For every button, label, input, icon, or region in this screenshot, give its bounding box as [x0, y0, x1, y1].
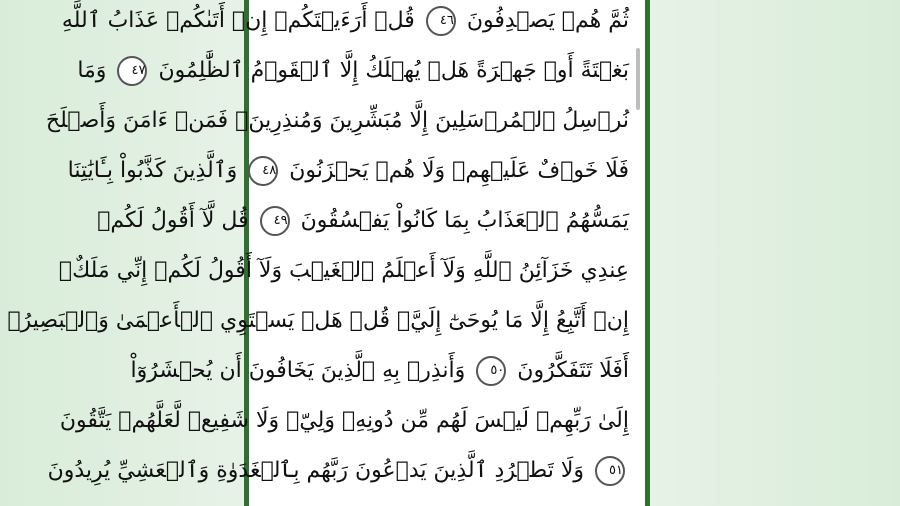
quran-page[interactable]: [7, 0, 650, 506]
verse-text: وَلَا تَطۡرُدِ ٱلَّذِينَ يَدۡعُونَ رَبَّهُم بِٱلۡغَدَوٰةِ وَٱلۡعَشِيِّ يُرِيدُونَ: [47, 458, 584, 483]
verse-text: ثُمَّ هُمۡ يَصۡدِفُونَ: [466, 8, 629, 33]
verse-text: وَمَا: [77, 58, 107, 83]
verse-line-2: [77, 50, 629, 92]
ayah-number-marker: ٥١: [595, 456, 625, 486]
page-text-area: [7, 0, 639, 506]
verse-text: إِنۡ أَتَّبِعُ إِلَّا مَا يُوحَىٰٓ إِلَيَّۚ قُلۡ هَلۡ يَسۡتَوِي ٱلۡأَعۡمَىٰ وَٱلۡبَصِيرُۚ: [7, 308, 629, 333]
scrollbar[interactable]: [636, 48, 640, 110]
verse-line-1: [61, 0, 629, 42]
verse-line-3: [45, 100, 629, 142]
verse-text: نُرۡسِلُ ٱلۡمُرۡسَلِينَ إِلَّا مُبَشِّرِينَ وَمُنذِرِينَۖ فَمَنۡ ءَامَنَ وَأَصۡلَحَ: [45, 108, 629, 133]
verse-text: قُل لَّآ أَقُولُ لَكُمۡ: [97, 208, 249, 233]
verse-text: وَٱلَّذِينَ كَذَّبُواْ بِـَٔايَٰتِنَا: [67, 158, 238, 183]
verse-line-6: [58, 250, 629, 292]
ayah-number-marker: ٥٠: [476, 356, 506, 386]
ayah-number-marker: ٤٧: [117, 56, 147, 86]
verse-line-8: [130, 350, 629, 392]
verse-text: وَأَنذِرۡ بِهِ ٱلَّذِينَ يَخَافُونَ أَن يُحۡشَرُوٓاْ: [130, 358, 466, 383]
ayah-number-marker: ٤٦: [426, 6, 456, 36]
verse-text: قُلۡ أَرَءَيۡتَكُمۡ إِنۡ أَتَىٰكُمۡ عَذَابُ ٱللَّهِ: [61, 8, 415, 33]
ayah-number-marker: ٤٨: [248, 156, 278, 186]
ayah-number-marker: ٤٩: [260, 206, 290, 236]
verse-text: فَلَا خَوۡفٌ عَلَيۡهِمۡ وَلَا هُمۡ يَحۡزَنُونَ: [289, 158, 629, 183]
verse-line-7: [7, 300, 629, 342]
verse-line-5: [97, 200, 629, 242]
verse-line-4: [67, 150, 629, 192]
verse-text: أَفَلَا تَتَفَكَّرُونَ: [517, 358, 629, 383]
verse-text: عِندِي خَزَآئِنُ ٱللَّهِ وَلَآ أَعۡلَمُ ٱلۡغَيۡبَ وَلَآ أَقُولُ لَكُمۡ إِنِّي مَلَكٌۖ: [58, 258, 629, 283]
right-background: [650, 0, 900, 506]
verse-text: إِلَىٰ رَبِّهِمۡ لَيۡسَ لَهُم مِّن دُونِهِۦ وَلِيّٞ وَلَا شَفِيعٞ لَّعَلَّهُمۡ يَتَّقُونَ: [59, 408, 629, 433]
verse-line-9: [59, 400, 629, 442]
verse-line-10: [47, 450, 629, 492]
verse-text: بَغۡتَةً أَوۡ جَهۡرَةً هَلۡ يُهۡلَكُ إِلَّا ٱلۡقَوۡمُ ٱلظَّٰلِمُونَ: [158, 58, 629, 83]
verse-text: يَمَسُّهُمُ ٱلۡعَذَابُ بِمَا كَانُواْ يَفۡسُقُونَ: [300, 208, 629, 233]
